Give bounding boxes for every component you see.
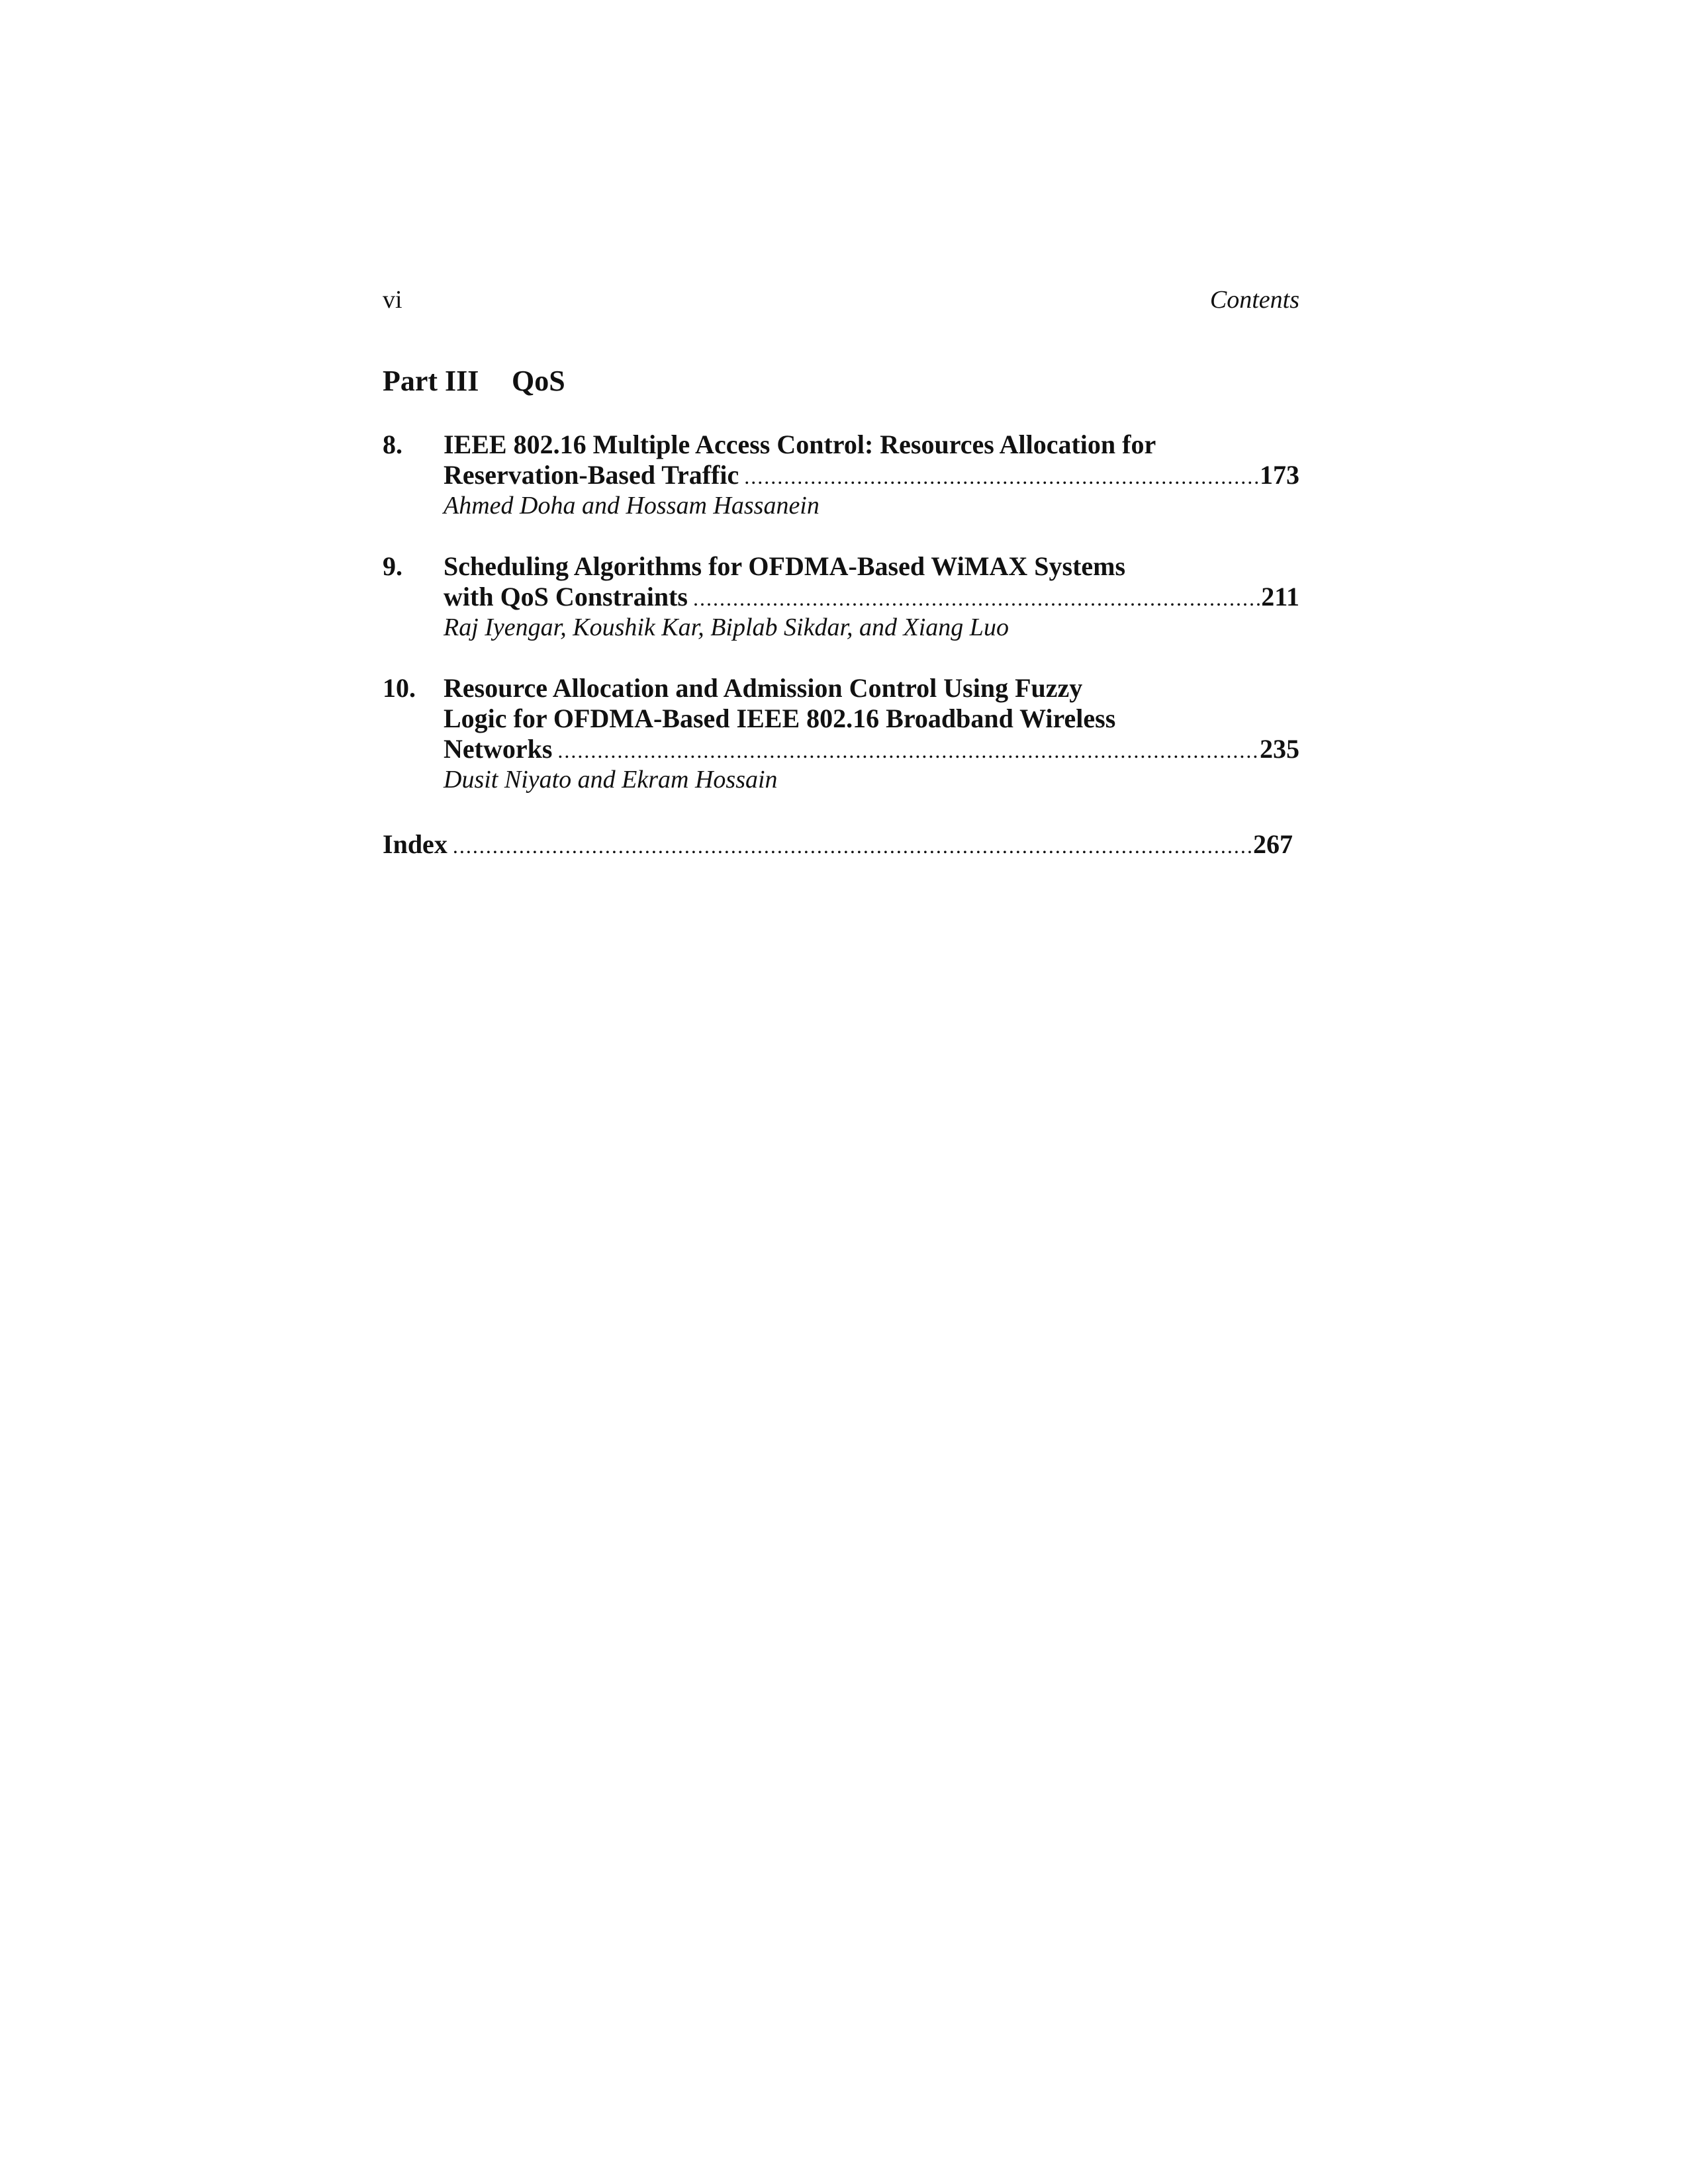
chapter-title-line: Resource Allocation and Admission Control Using Fuzzy xyxy=(444,673,1083,703)
chapter-authors: Raj Iyengar, Koushik Kar, Biplab Sikdar, and Xiang Luo xyxy=(444,614,1009,641)
part-title: QoS xyxy=(512,365,565,397)
index-entry[interactable] xyxy=(383,829,1293,860)
page-number: 173 xyxy=(1260,460,1299,490)
chapter-authors: Ahmed Doha and Hossam Hassanein xyxy=(444,492,820,520)
chapter-title-last-line xyxy=(444,582,1299,612)
part-heading xyxy=(383,363,565,400)
dot-leader xyxy=(447,831,1253,860)
toc-page xyxy=(383,0,1299,2184)
page-number: 235 xyxy=(1260,734,1299,764)
entry-body xyxy=(444,673,1299,795)
dot-leader xyxy=(688,583,1261,612)
entry-body xyxy=(444,430,1299,521)
chapter-title-tail: Reservation-Based Traffic xyxy=(444,460,739,490)
dot-leader xyxy=(552,735,1260,764)
chapter-number: 10. xyxy=(383,673,416,703)
chapter-title-tail: with QoS Constraints xyxy=(444,582,688,612)
running-title: Contents xyxy=(1209,286,1299,314)
page-number: 267 xyxy=(1253,829,1293,859)
page-folio: vi xyxy=(383,286,402,314)
chapter-authors: Dusit Niyato and Ekram Hossain xyxy=(444,766,778,794)
chapter-number: 9. xyxy=(383,551,402,581)
index-line xyxy=(383,829,1293,860)
page-number: 211 xyxy=(1261,582,1299,612)
chapter-title-line: Scheduling Algorithms for OFDMA-Based WiMAX Systems xyxy=(444,551,1126,581)
running-head xyxy=(383,283,1299,316)
chapter-title-last-line xyxy=(444,734,1299,764)
chapter-number: 8. xyxy=(383,430,402,459)
part-label: Part III xyxy=(383,365,479,397)
entry-body xyxy=(444,551,1299,643)
chapter-title-line: IEEE 802.16 Multiple Access Control: Resources Allocation for xyxy=(444,430,1156,459)
chapter-title-tail: Networks xyxy=(444,734,553,764)
chapter-title-last-line xyxy=(444,460,1299,490)
index-label: Index xyxy=(383,829,447,859)
dot-leader xyxy=(739,461,1260,490)
chapter-title-line: Logic for OFDMA-Based IEEE 802.16 Broadband Wireless xyxy=(444,704,1116,733)
